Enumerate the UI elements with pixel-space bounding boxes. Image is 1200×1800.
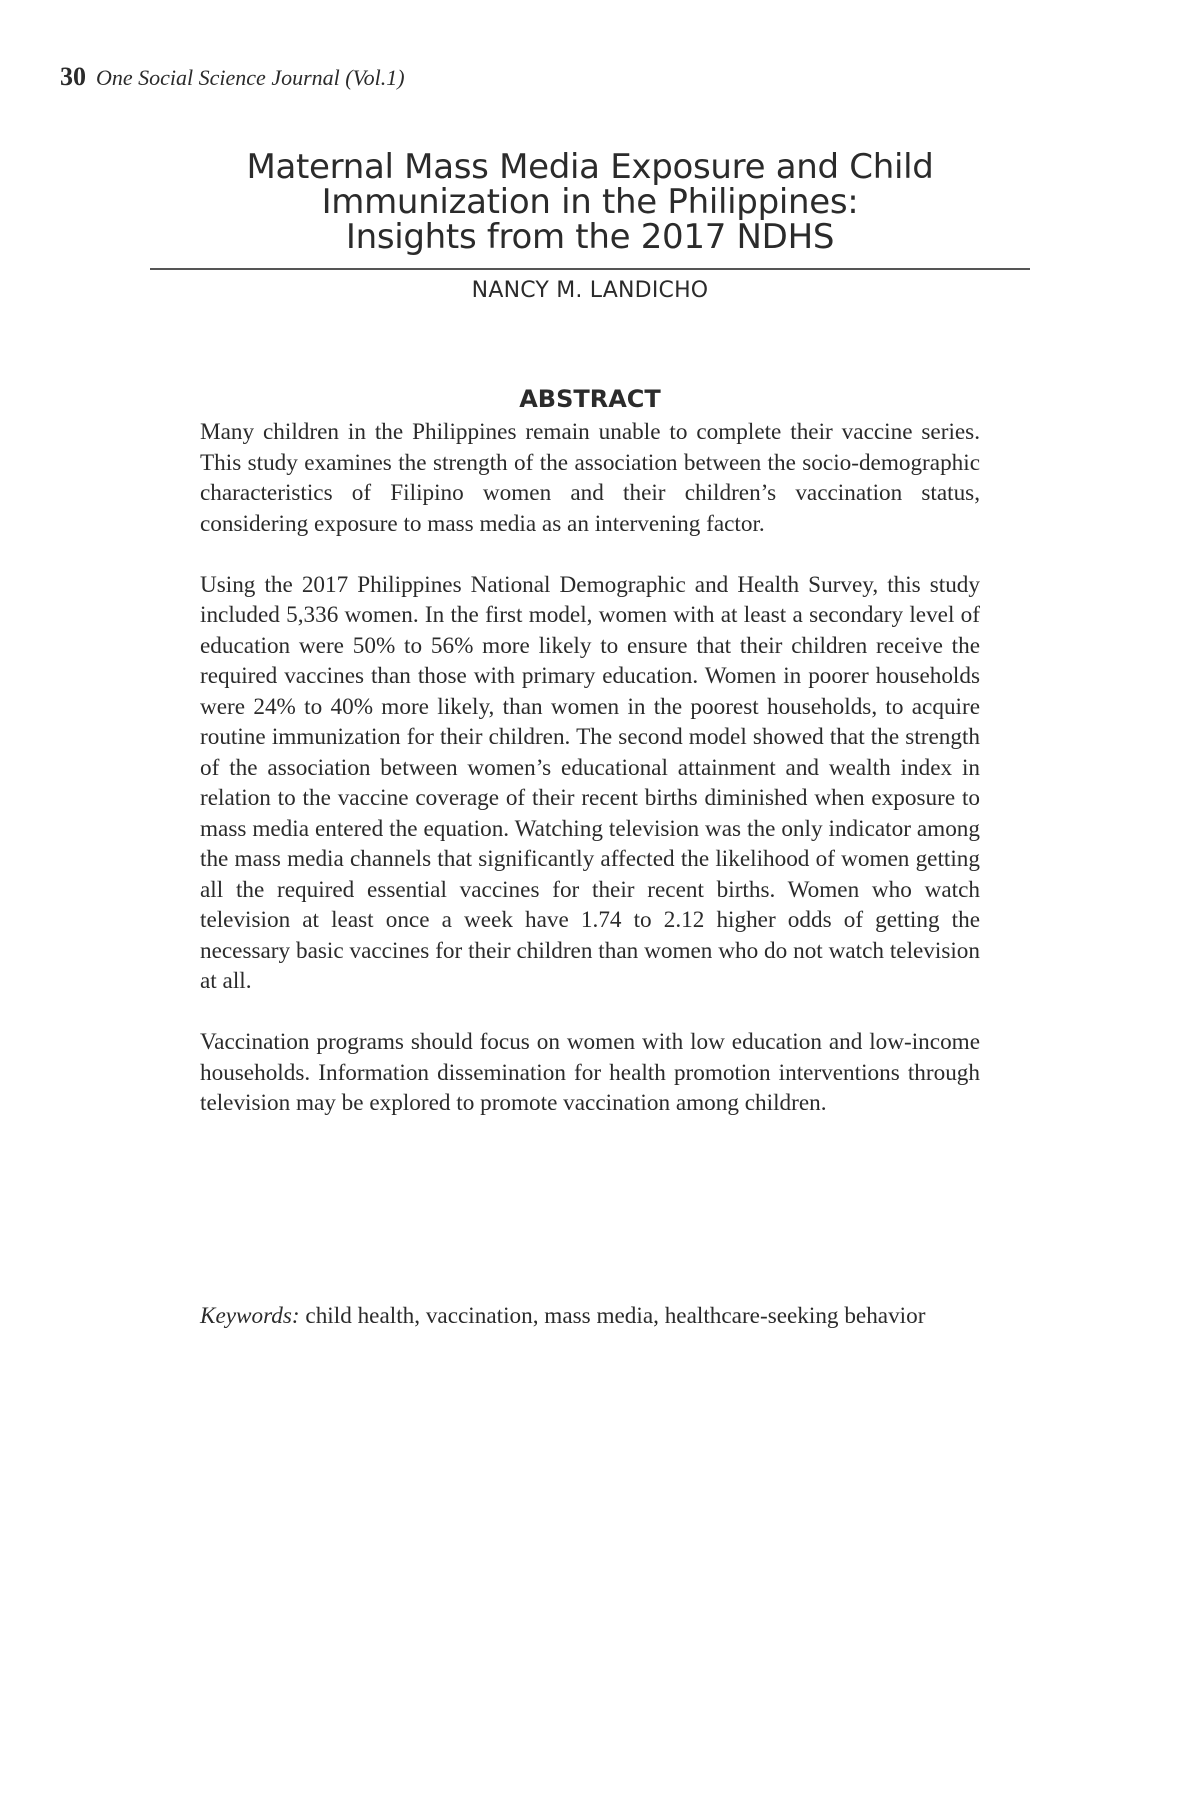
abstract-body xyxy=(200,417,980,1149)
title-line: Maternal Mass Media Exposure and Child xyxy=(246,147,934,187)
abstract-paragraph: Using the 2017 Philippines National Demographic and Health Survey, this study included 5,336 women. In the first model, women with at least a secondary level of education were 50% to 56% more likely to ensure that their children receive the required vaccines than those with primary education. Women in poorer households were 24% to 40% more likely, than women in the poorest households, to acquire routine immunization for their children. The second model showed that the strength of the association between women’s educational attainment and wealth index in relation to the vaccine coverage of their recent births diminished when exposure to mass media entered the equation. Watching television was the only indicator among the mass media channels that significantly affected the likelihood of women getting all the required essential vaccines for their recent births. Women who watch television at least once a week have 1.74 to 2.12 higher odds of getting the necessary basic vaccines for their children than women who do not watch television at all. xyxy=(200,571,980,994)
abstract-paragraph: Many children in the Philippines remain unable to complete their vaccine series. This study examines the strength of the association between the socio-demographic characteristics of Filipino women and their children’s vaccination status, considering exposure to mass media as an intervening factor. xyxy=(200,419,980,537)
keywords-label: Keywords: xyxy=(200,1303,300,1329)
title-line: Insights from the 2017 NDHS xyxy=(345,217,835,257)
keywords-text: child health, vaccination, mass media, healthcare-seeking behavior xyxy=(305,1303,926,1329)
author-name: NANCY M. LANDICHO xyxy=(471,278,709,303)
abstract-heading: ABSTRACT xyxy=(519,385,661,413)
title-line: Immunization in the Philippines: xyxy=(321,182,859,222)
page-number: 30 xyxy=(60,62,86,91)
running-head xyxy=(60,62,405,92)
title-divider xyxy=(150,268,1030,270)
journal-name: One Social Science Journal (Vol.1) xyxy=(96,65,405,90)
keywords xyxy=(200,1301,980,1332)
abstract-paragraph: Vaccination programs should focus on women with low education and low-income households. Information dissemination for health promotion interventions through television may be explored to promote vaccination among children. xyxy=(200,1029,980,1116)
article-title xyxy=(150,147,1030,257)
